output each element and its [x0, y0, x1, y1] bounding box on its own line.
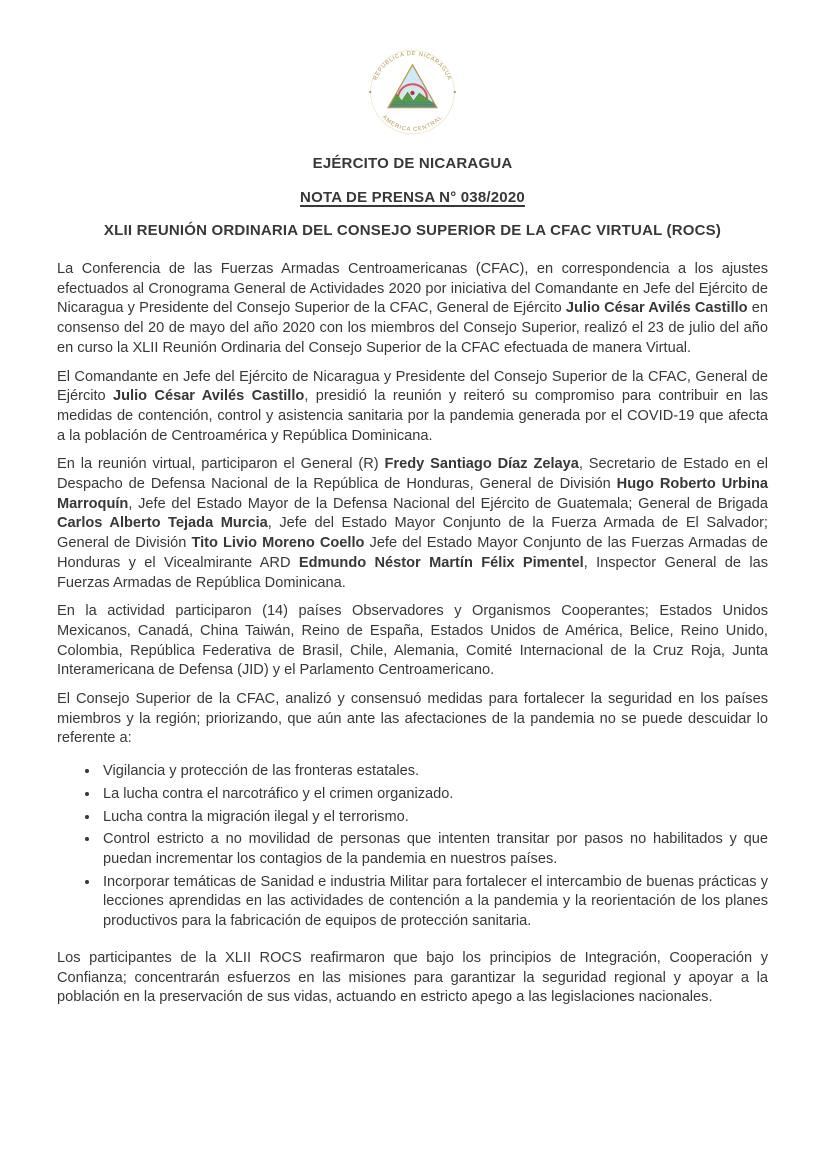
- paragraph-closing: Los participantes de la XLII ROCS reafirmaron que bajo los principios de Integración, Cooperación y Confianza; concentrarán esfuerzos en las misiones para garantizar la seguridad regional y apoyar a la población en la preservación de sus vidas, actuando en estricto apego a las legislaciones nacionales.: [57, 949, 768, 1006]
- press-note-number-title: NOTA DE PRENSA N° 038/2020: [300, 189, 525, 206]
- document-body: [57, 260, 768, 1008]
- paragraph-participants: En la reunión virtual, participaron el General (R) Fredy Santiago Díaz Zelaya, Secretario de Estado en el Despacho de Defensa Nacional de la República de Honduras, General de División Hugo Roberto Urbina Marroquín, Jefe del Estado Mayor de la Defensa Nacional del Ejército de Guatemala; General de Brigada Carlos Alberto Tejada Murcia, Jefe del Estado Mayor Conjunto de la Fuerza Armada de El Salvador; General de División Tito Livio Moreno Coello Jefe del Estado Mayor Conjunto de las Fuerzas Armadas de Honduras y el Vicealmirante ARD Edmundo Néstor Martín Félix Pimentel, Inspector General de las Fuerzas Armadas de República Dominicana.: [57, 456, 768, 591]
- list-item-narcotrafficking: • La lucha contra el narcotráfico y el crimen organizado.: [100, 785, 768, 805]
- paragraph-intro: La Conferencia de las Fuerzas Armadas Centroamericanas (CFAC), en correspondencia a los ajustes efectuados al Cronograma General de Actividades 2020 por iniciativa del Comandante en Jefe del Ejército de Nicaragua y Presidente del Consejo Superior de la CFAC, General de Ejército Julio César Avilés Castillo en consenso del 20 de mayo del año 2020 con los miembros del Consejo Superior, realizó el 23 de julio del año en curso la XLII Reunión Ordinaria del Consejo Superior de la CFAC efectuada de manera Virtual.: [57, 261, 768, 356]
- seal-left-dot: [369, 91, 371, 93]
- list-item-mobility-control: • Control estricto a no movilidad de personas que intenten transitar por pasos no habilitados y que puedan incrementar los contagios de la pandemia en nuestros países.: [100, 830, 768, 869]
- paragraph-commander: El Comandante en Jefe del Ejército de Nicaragua y Presidente del Consejo Superior de la CFAC, General de Ejército Julio César Avilés Castillo, presidió la reunión y reiteró su compromiso para contribuir en las medidas de contención, control y asistencia sanitaria por la pandemia generada por el COVID-19 que afecta a la población de Centroamérica y República Dominicana.: [57, 368, 768, 444]
- nicaragua-coat-of-arms-icon: [359, 46, 466, 138]
- seal-container: [57, 46, 768, 143]
- list-item-military-health: • Incorporar temáticas de Sanidad e industria Militar para fortalecer el intercambio de buenas prácticas y lecciones aprendidas en las actividades de contención a la pandemia y la reorientación de los planes productivos para la fabricación de equipos de protección sanitaria.: [100, 873, 768, 932]
- seal-triangle-scene: [386, 63, 439, 110]
- seal-right-dot: [454, 91, 456, 93]
- seal-top-legend: REPUBLICA DE NICARAGUA: [372, 50, 453, 82]
- paragraph-observers: En la actividad participaron (14) países Observadores y Organismos Cooperantes; Estados Unidos Mexicanos, Canadá, China Taiwán, Reino de España, Estados Unidos de América, Belice, Reino Unido, Colombia, República Federativa de Brasil, Chile, Alemania, Comité Internacional de la Cruz Roja, Junta Interamericana de Defensa (JID) y el Parlamento Centroamericano.: [57, 603, 768, 679]
- list-item-border-surveillance: • Vigilancia y protección de las fronteras estatales.: [100, 762, 768, 782]
- document-header: [57, 46, 768, 239]
- seal-bottom-legend: AMERICA CENTRAL: [380, 114, 445, 133]
- list-item-illegal-migration: • Lucha contra la migración ilegal y el terrorismo.: [100, 808, 768, 828]
- paragraph-measures-intro: El Consejo Superior de la CFAC, analizó y consensuó medidas para fortalecer la seguridad en los países miembros y la región; priorizando, que aún ante las afectaciones de la pandemia no se puede descuidar lo referente a:: [57, 691, 768, 747]
- subject-title: XLII REUNIÓN ORDINARIA DEL CONSEJO SUPERIOR DE LA CFAC VIRTUAL (ROCS): [103, 222, 722, 239]
- org-title: EJÉRCITO DE NICARAGUA: [312, 155, 513, 172]
- measures-list: [57, 762, 768, 932]
